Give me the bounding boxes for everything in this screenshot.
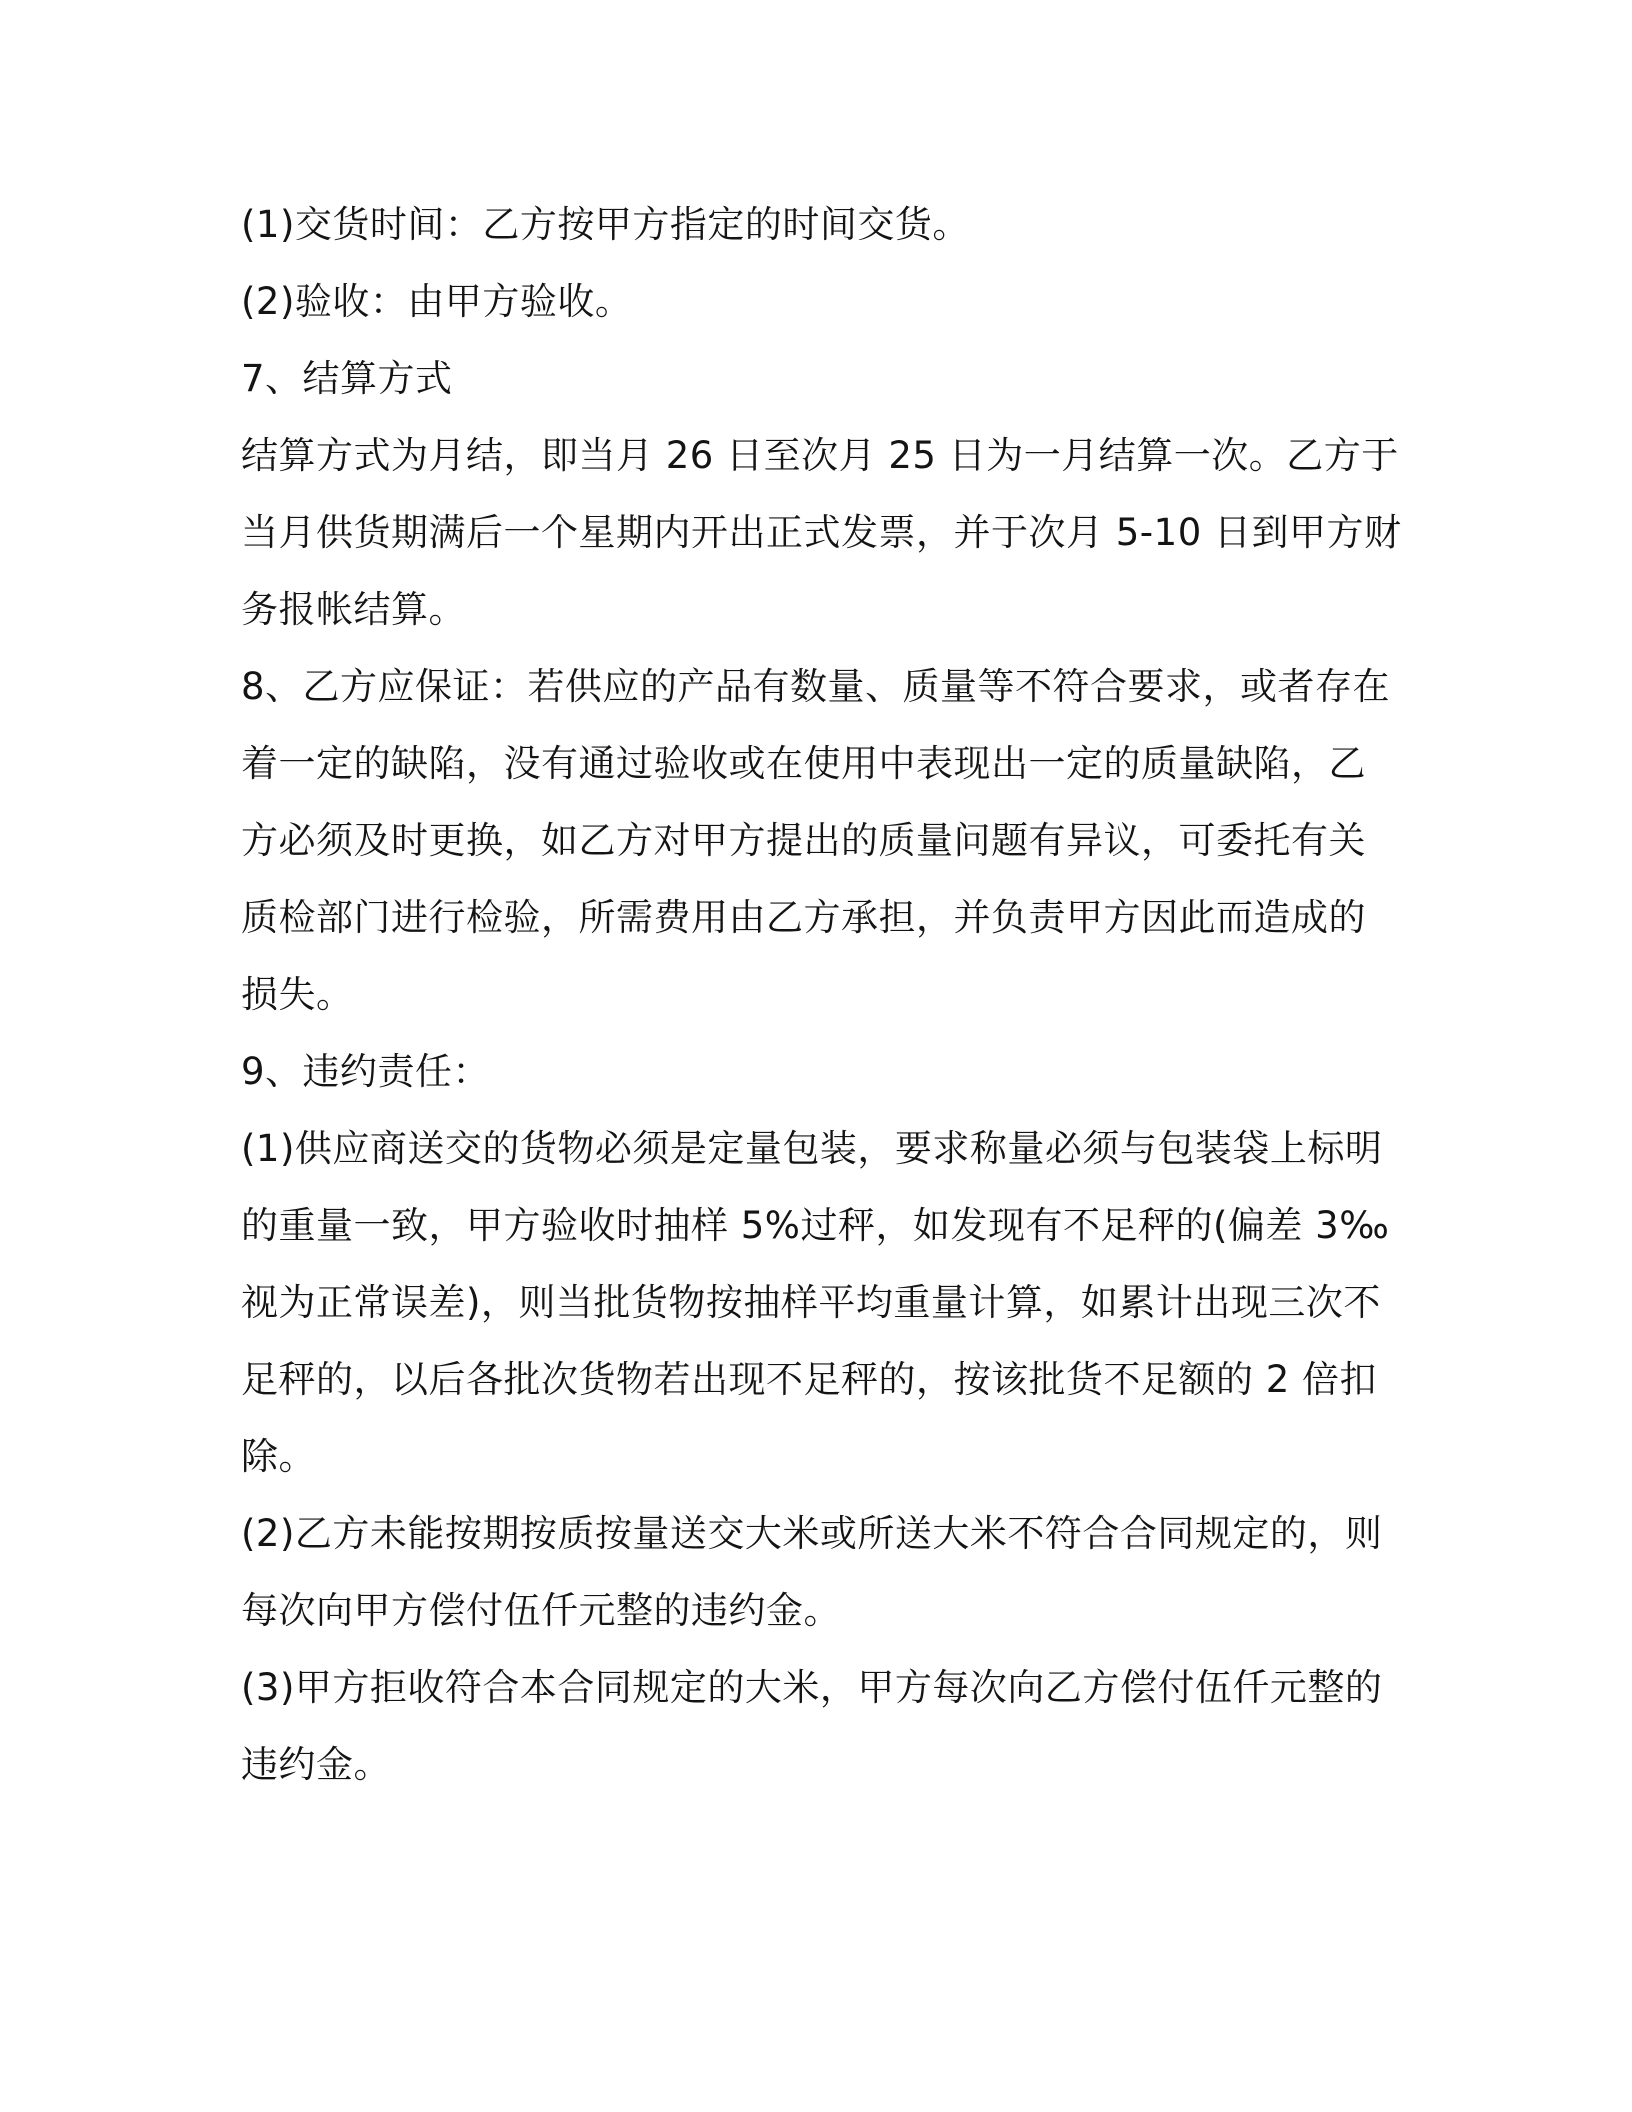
- liability-clause-2-line: (2)乙方未能按期按质按量送交大米或所送大米不符合合同规定的，则: [241, 1512, 1383, 1555]
- section-9-heading: 9、违约责任：: [241, 1050, 491, 1093]
- section-8-paragraph-line: 方必须及时更换，如乙方对甲方提出的质量问题有异议，可委托有关: [241, 819, 1366, 862]
- section-8-paragraph-line: 损失。: [241, 973, 354, 1016]
- liability-clause-2-line: 每次向甲方偿付伍仟元整的违约金。: [241, 1589, 841, 1632]
- settlement-paragraph-line: 当月供货期满后一个星期内开出正式发票，并于次月 5-10 日到甲方财: [241, 511, 1402, 554]
- liability-clause-1-line: 的重量一致，甲方验收时抽样 5%过秤，如发现有不足秤的(偏差 3‰: [241, 1204, 1390, 1247]
- liability-clause-1-line: (1)供应商送交的货物必须是定量包装，要求称量必须与包装袋上标明: [241, 1127, 1383, 1170]
- section-7-heading: 7、结算方式: [241, 357, 453, 400]
- liability-clause-1-line: 除。: [241, 1435, 316, 1478]
- liability-clause-3-line: (3)甲方拒收符合本合同规定的大米，甲方每次向乙方偿付伍仟元整的: [241, 1666, 1383, 1709]
- liability-clause-3-line: 违约金。: [241, 1743, 391, 1786]
- section-8-paragraph-line: 8、乙方应保证：若供应的产品有数量、质量等不符合要求，或者存在: [241, 665, 1391, 708]
- acceptance-clause: (2)验收：由甲方验收。: [241, 280, 633, 323]
- section-8-paragraph-line: 着一定的缺陷，没有通过验收或在使用中表现出一定的质量缺陷，乙: [241, 742, 1366, 785]
- settlement-paragraph-line: 结算方式为月结，即当月 26 日至次月 25 日为一月结算一次。乙方于: [241, 434, 1399, 477]
- section-8-paragraph-line: 质检部门进行检验，所需费用由乙方承担，并负责甲方因此而造成的: [241, 896, 1366, 939]
- settlement-paragraph-line: 务报帐结算。: [241, 588, 466, 631]
- liability-clause-1-line: 视为正常误差)，则当批货物按抽样平均重量计算，如累计出现三次不: [241, 1281, 1381, 1324]
- delivery-time-clause: (1)交货时间：乙方按甲方指定的时间交货。: [241, 203, 970, 246]
- liability-clause-1-line: 足秤的，以后各批次货物若出现不足秤的，按该批货不足额的 2 倍扣: [241, 1358, 1378, 1401]
- document-body: [241, 186, 1402, 1803]
